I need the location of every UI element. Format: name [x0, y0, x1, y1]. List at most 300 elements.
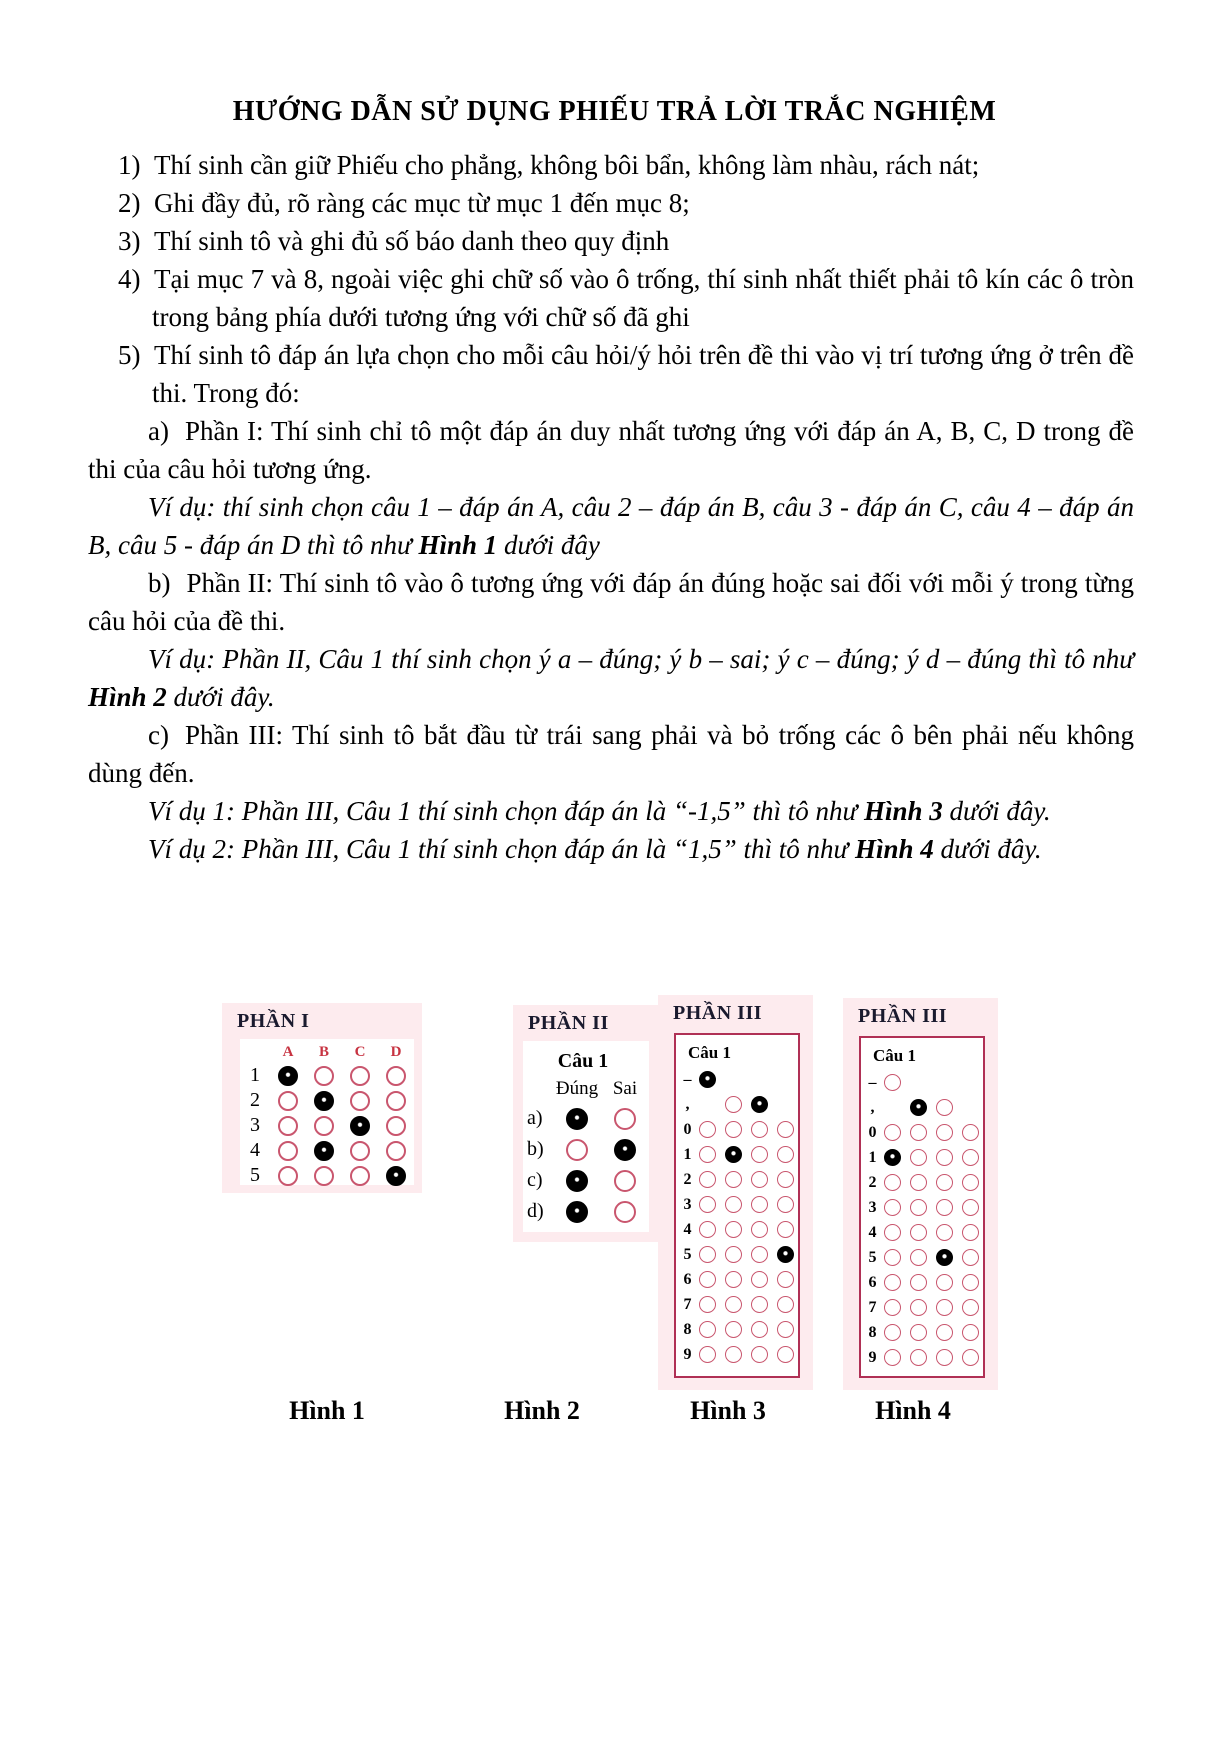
bubble-empty [751, 1171, 768, 1188]
bubble-cell [880, 1174, 906, 1191]
bubble-filled [278, 1066, 298, 1086]
bubble-cell [957, 1124, 983, 1141]
bubble-cell [772, 1321, 798, 1338]
paragraph [88, 564, 1134, 640]
bubble-cell [342, 1116, 378, 1136]
bubble-cell [695, 1071, 721, 1088]
bubble-cell [553, 1108, 601, 1130]
bubble-cell [378, 1166, 414, 1186]
bubble-cell [772, 1221, 798, 1238]
answer-row [240, 1063, 414, 1088]
row-label: d) [527, 1200, 544, 1222]
bubble-empty [725, 1321, 742, 1338]
bubble-cell [746, 1296, 772, 1313]
bubble-empty [699, 1246, 716, 1263]
bubble-cell [342, 1166, 378, 1186]
bubble-empty [350, 1141, 370, 1161]
bubble-empty [725, 1346, 742, 1363]
bubble-cell [270, 1141, 306, 1161]
bubble-cell [695, 1271, 721, 1288]
answer-row [523, 1103, 649, 1134]
bubble-empty [884, 1074, 901, 1091]
bubble-cell [880, 1324, 906, 1341]
bubble-filled [936, 1249, 953, 1266]
bubble-empty [314, 1066, 334, 1086]
bubble-empty [936, 1149, 953, 1166]
bubble-cell [931, 1249, 957, 1266]
bubble-empty [278, 1091, 298, 1111]
bubble-cell [957, 1349, 983, 1366]
item-number: 2) [118, 188, 141, 218]
bubble-cell [772, 1146, 798, 1163]
bubble-cell [721, 1321, 747, 1338]
bubble-cell [931, 1124, 957, 1141]
digit-row [680, 1317, 798, 1342]
item-number: 1) [118, 150, 141, 180]
bubble-empty [751, 1246, 768, 1263]
bubble-cell [378, 1141, 414, 1161]
bubble-cell [957, 1274, 983, 1291]
bubble-empty [910, 1299, 927, 1316]
bubble-cell [880, 1074, 906, 1091]
figure-phan-1-header: PHẦN I [237, 1010, 310, 1032]
bubble-cell [772, 1346, 798, 1363]
bubble-filled [910, 1099, 927, 1116]
bubble-empty [699, 1296, 716, 1313]
bubble-empty [751, 1296, 768, 1313]
row-label: 9 [868, 1348, 877, 1366]
bubble-empty [777, 1221, 794, 1238]
bubble-cell [906, 1249, 932, 1266]
bubble-empty [725, 1171, 742, 1188]
row-number: 5 [250, 1164, 260, 1186]
bubble-filled [386, 1166, 406, 1186]
sub-item-text: Phần III: Thí sinh tô bắt đầu từ trái sang phải và bỏ trống các ô bên phải nếu không dùng đến. [88, 720, 1134, 788]
bubble-cell [306, 1166, 342, 1186]
bubble-empty [699, 1321, 716, 1338]
sub-item-text: Phần II: Thí sinh tô vào ô tương ứng với đáp án đúng hoặc sai đối với mỗi ý trong từng câu hỏi của đề thi. [88, 568, 1134, 636]
bubble-cell [306, 1141, 342, 1161]
bubble-filled [614, 1139, 636, 1161]
bubble-cell [957, 1149, 983, 1166]
bubble-empty [699, 1196, 716, 1213]
bubble-cell [880, 1199, 906, 1216]
paragraph [88, 146, 1134, 184]
row-label: 5 [683, 1245, 692, 1263]
bubble-cell [601, 1108, 649, 1130]
column-header: A [282, 1044, 294, 1060]
row-number: 1 [250, 1064, 260, 1086]
bubble-cell [931, 1149, 957, 1166]
bubble-filled [699, 1071, 716, 1088]
row-number: 4 [250, 1139, 260, 1161]
figure-phan-2 [513, 1005, 659, 1242]
sub-item-text: Phần I: Thí sinh chỉ tô một đáp án duy nhất tương ứng với đáp án A, B, C, D trong đề thi của câu hỏi tương ứng. [88, 416, 1134, 484]
bubble-cell [342, 1091, 378, 1111]
bubble-cell [601, 1170, 649, 1192]
bubble-empty [725, 1271, 742, 1288]
bubble-empty [910, 1249, 927, 1266]
paragraph [88, 830, 1134, 868]
answer-row [523, 1165, 649, 1196]
bubble-cell [695, 1196, 721, 1213]
bubble-cell [270, 1166, 306, 1186]
bubble-cell [721, 1296, 747, 1313]
bubble-cell [772, 1121, 798, 1138]
bubble-cell [342, 1066, 378, 1086]
bubble-cell [601, 1201, 649, 1223]
bubble-empty [936, 1299, 953, 1316]
bubble-cell [695, 1321, 721, 1338]
digit-row [680, 1067, 798, 1092]
digit-row [865, 1220, 983, 1245]
bubble-empty [386, 1116, 406, 1136]
question-label: Câu 1 [873, 1046, 916, 1065]
figure-phan-3-example1 [658, 995, 813, 1390]
answer-row [523, 1196, 649, 1227]
bubble-cell [957, 1199, 983, 1216]
bubble-cell [880, 1349, 906, 1366]
figure-phan-1 [222, 1003, 422, 1193]
bubble-empty [777, 1146, 794, 1163]
column-headers [240, 1042, 414, 1063]
bubble-empty [699, 1271, 716, 1288]
bubble-cell [957, 1174, 983, 1191]
bubble-empty [884, 1299, 901, 1316]
bubble-cell [931, 1224, 957, 1241]
bubble-empty [777, 1171, 794, 1188]
example-text: Ví dụ 1: Phần III, Câu 1 thí sinh chọn đáp án là “-1,5” thì tô như [148, 796, 864, 826]
digit-row [680, 1117, 798, 1142]
bubble-cell [957, 1324, 983, 1341]
bubble-empty [910, 1199, 927, 1216]
question-label: Câu 1 [688, 1043, 731, 1062]
bubble-empty [699, 1171, 716, 1188]
example-text-end: dưới đây. [166, 682, 275, 712]
bubble-empty [884, 1324, 901, 1341]
bubble-empty [278, 1166, 298, 1186]
bubble-empty [699, 1221, 716, 1238]
bubble-empty [962, 1249, 979, 1266]
bubble-cell [695, 1346, 721, 1363]
answer-row [240, 1163, 414, 1188]
bubble-empty [751, 1121, 768, 1138]
digit-row [865, 1095, 983, 1120]
bubble-cell [721, 1121, 747, 1138]
digit-row [865, 1245, 983, 1270]
sub-item-label: c) [148, 720, 169, 750]
paragraph [88, 792, 1134, 830]
item-text: Thí sinh tô đáp án lựa chọn cho mỗi câu hỏi/ý hỏi trên đề thi vào vị trí tương ứng ở trên đề thi. Trong đó: [152, 340, 1134, 408]
column-header: C [354, 1044, 366, 1060]
bubble-empty [751, 1196, 768, 1213]
example-text: Ví dụ: Phần II, Câu 1 thí sinh chọn ý a – đúng; ý b – sai; ý c – đúng; ý d – đúng thì tô như [148, 644, 1134, 674]
bubble-empty [936, 1349, 953, 1366]
bubble-empty [777, 1346, 794, 1363]
row-label: – [683, 1070, 692, 1088]
bubble-cell [880, 1149, 906, 1166]
row-label: 2 [868, 1173, 877, 1191]
bubble-empty [566, 1139, 588, 1161]
bubble-cell [721, 1271, 747, 1288]
bubble-empty [884, 1224, 901, 1241]
figure-phan-2-grid [523, 1041, 649, 1232]
row-label: 0 [683, 1120, 692, 1138]
digit-row [680, 1142, 798, 1167]
bubble-cell [746, 1346, 772, 1363]
item-text: Thí sinh cần giữ Phiếu cho phẳng, không bôi bẩn, không làm nhàu, rách nát; [154, 150, 980, 180]
digit-row [865, 1295, 983, 1320]
bubble-cell [721, 1196, 747, 1213]
row-label: , [870, 1098, 875, 1116]
bubble-cell [906, 1099, 932, 1116]
figure-phan-3b-header: PHẦN III [858, 1005, 948, 1027]
row-label: 5 [868, 1248, 877, 1266]
true-false-headers [523, 1075, 649, 1103]
row-label: 4 [868, 1223, 877, 1241]
figure-phan-1-grid [240, 1039, 414, 1185]
item-text: Ghi đầy đủ, rõ ràng các mục từ mục 1 đến mục 8; [154, 188, 690, 218]
bubble-filled [566, 1170, 588, 1192]
bubble-empty [962, 1324, 979, 1341]
bubble-cell [931, 1324, 957, 1341]
paragraph [88, 260, 1134, 336]
paragraph [88, 716, 1134, 792]
digit-row [680, 1242, 798, 1267]
bubble-cell [306, 1066, 342, 1086]
row-label: 0 [868, 1123, 877, 1141]
item-number: 4) [118, 264, 141, 294]
answer-row [523, 1134, 649, 1165]
bubble-cell [906, 1274, 932, 1291]
digit-row [865, 1170, 983, 1195]
bubble-empty [386, 1091, 406, 1111]
figure-2-caption: Hình 2 [504, 1396, 580, 1425]
bubble-empty [910, 1349, 927, 1366]
bubble-empty [910, 1274, 927, 1291]
figure-reference: Hình 3 [863, 796, 943, 826]
digit-row [680, 1292, 798, 1317]
bubble-empty [751, 1271, 768, 1288]
bubble-cell [906, 1324, 932, 1341]
paragraph [88, 184, 1134, 222]
row-label: , [685, 1095, 690, 1113]
row-number: 2 [250, 1089, 260, 1111]
bubble-cell [306, 1116, 342, 1136]
bubble-empty [777, 1321, 794, 1338]
bubble-cell [772, 1196, 798, 1213]
bubble-cell [957, 1249, 983, 1266]
bubble-empty [350, 1166, 370, 1186]
digit-row [680, 1092, 798, 1117]
bubble-empty [278, 1116, 298, 1136]
example-text-end: dưới đây [497, 530, 600, 560]
bubble-cell [746, 1096, 772, 1113]
digit-row [680, 1167, 798, 1192]
bubble-cell [342, 1141, 378, 1161]
bubble-empty [614, 1108, 636, 1130]
bubble-filled [777, 1246, 794, 1263]
column-header-dung: Đúng [555, 1078, 599, 1099]
row-number: 3 [250, 1114, 260, 1136]
bubble-empty [350, 1066, 370, 1086]
bubble-cell [306, 1091, 342, 1111]
bubble-filled [314, 1141, 334, 1161]
example-text: Ví dụ 2: Phần III, Câu 1 thí sinh chọn đáp án là “1,5” thì tô như [148, 834, 855, 864]
digit-row [865, 1070, 983, 1095]
bubble-cell [931, 1199, 957, 1216]
paragraph [88, 488, 1134, 564]
answer-row [240, 1138, 414, 1163]
paragraph [88, 640, 1134, 716]
bubble-cell [772, 1246, 798, 1263]
bubble-empty [884, 1124, 901, 1141]
bubble-cell [721, 1146, 747, 1163]
digit-row [680, 1192, 798, 1217]
bubble-cell [746, 1146, 772, 1163]
question-label: Câu 1 [557, 1050, 609, 1072]
figure-reference: Hình 2 [88, 682, 167, 712]
bubble-empty [699, 1346, 716, 1363]
row-label: 3 [683, 1195, 692, 1213]
bubble-empty [884, 1249, 901, 1266]
item-text: Tại mục 7 và 8, ngoài việc ghi chữ số vào ô trống, thí sinh nhất thiết phải tô kín các ô tròn trong bảng phía dưới tương ứng với chữ số đã ghi [152, 264, 1134, 332]
bubble-empty [936, 1124, 953, 1141]
figure-phan-3-header: PHẦN III [673, 1002, 763, 1024]
bubble-empty [936, 1199, 953, 1216]
figure-4-caption: Hình 4 [875, 1396, 951, 1425]
bubble-cell [906, 1299, 932, 1316]
digit-row [865, 1145, 983, 1170]
bubble-empty [725, 1196, 742, 1213]
bubble-empty [884, 1274, 901, 1291]
bubble-cell [746, 1121, 772, 1138]
bubble-empty [386, 1141, 406, 1161]
bubble-cell [931, 1349, 957, 1366]
figure-reference: Hình 4 [854, 834, 934, 864]
bubble-empty [314, 1166, 334, 1186]
item-text: Thí sinh tô và ghi đủ số báo danh theo quy định [154, 226, 670, 256]
bubble-empty [910, 1174, 927, 1191]
row-label: 8 [683, 1320, 692, 1338]
digit-row [865, 1120, 983, 1145]
figure-phan-3-grid [674, 1033, 800, 1378]
bubble-empty [278, 1141, 298, 1161]
bubble-cell [906, 1149, 932, 1166]
bubble-cell [746, 1196, 772, 1213]
bubble-empty [751, 1346, 768, 1363]
bubble-filled [566, 1108, 588, 1130]
row-label: 1 [868, 1148, 877, 1166]
bubble-filled [725, 1146, 742, 1163]
bubble-empty [936, 1099, 953, 1116]
bubble-cell [378, 1091, 414, 1111]
row-label: 7 [868, 1298, 877, 1316]
bubble-empty [962, 1199, 979, 1216]
bubble-empty [936, 1224, 953, 1241]
bubble-cell [695, 1171, 721, 1188]
item-number: 5) [118, 340, 141, 370]
column-header: D [390, 1044, 402, 1060]
bubble-empty [699, 1121, 716, 1138]
answer-row [240, 1113, 414, 1138]
bubble-empty [777, 1296, 794, 1313]
bubble-empty [725, 1246, 742, 1263]
bubble-cell [721, 1096, 747, 1113]
bubble-empty [884, 1174, 901, 1191]
bubble-empty [725, 1221, 742, 1238]
bubble-cell [553, 1139, 601, 1161]
bubble-cell [880, 1249, 906, 1266]
bubble-empty [936, 1324, 953, 1341]
answer-rows [523, 1103, 649, 1227]
example-text-end: dưới đây. [942, 796, 1051, 826]
bubble-empty [751, 1321, 768, 1338]
bubble-cell [772, 1271, 798, 1288]
row-label: 8 [868, 1323, 877, 1341]
figure-3-caption: Hình 3 [690, 1396, 766, 1425]
bubble-cell [695, 1146, 721, 1163]
bubble-empty [962, 1149, 979, 1166]
bubble-cell [721, 1246, 747, 1263]
bubble-empty [962, 1174, 979, 1191]
bubble-cell [772, 1171, 798, 1188]
bubble-empty [751, 1146, 768, 1163]
digit-row [865, 1195, 983, 1220]
bubble-empty [699, 1146, 716, 1163]
bubble-filled [751, 1096, 768, 1113]
example-text: Ví dụ: thí sinh chọn câu 1 – đáp án A, câu 2 – đáp án B, câu 3 - đáp án C, câu 4 – đáp án B, câu 5 - đáp án D thì tô như [88, 492, 1134, 560]
bubble-cell [746, 1321, 772, 1338]
bubble-empty [614, 1201, 636, 1223]
bubble-cell [880, 1224, 906, 1241]
digit-row [865, 1270, 983, 1295]
bubble-cell [931, 1299, 957, 1316]
bubble-empty [884, 1199, 901, 1216]
bubble-empty [962, 1349, 979, 1366]
instructions-text [88, 146, 1134, 868]
bubble-filled [350, 1116, 370, 1136]
bubble-cell [695, 1246, 721, 1263]
paragraph [88, 222, 1134, 260]
answer-row [240, 1088, 414, 1113]
bubble-empty [386, 1066, 406, 1086]
digit-row [865, 1345, 983, 1370]
bubble-empty [725, 1121, 742, 1138]
bubble-cell [695, 1296, 721, 1313]
row-label: 2 [683, 1170, 692, 1188]
bubble-cell [906, 1174, 932, 1191]
bubble-empty [777, 1271, 794, 1288]
sub-item-label: a) [148, 416, 169, 446]
bubble-empty [910, 1149, 927, 1166]
bubble-filled [566, 1201, 588, 1223]
bubble-cell [378, 1066, 414, 1086]
row-label: 9 [683, 1345, 692, 1363]
bubble-cell [880, 1274, 906, 1291]
figure-phan-2-header: PHẦN II [528, 1012, 609, 1034]
bubble-empty [936, 1174, 953, 1191]
row-label: 6 [683, 1270, 692, 1288]
bubble-cell [957, 1224, 983, 1241]
bubble-cell [931, 1099, 957, 1116]
bubble-cell [695, 1121, 721, 1138]
row-label: – [868, 1073, 877, 1091]
bubble-empty [910, 1124, 927, 1141]
bubble-empty [884, 1349, 901, 1366]
digit-row [680, 1217, 798, 1242]
column-header: B [318, 1044, 329, 1060]
